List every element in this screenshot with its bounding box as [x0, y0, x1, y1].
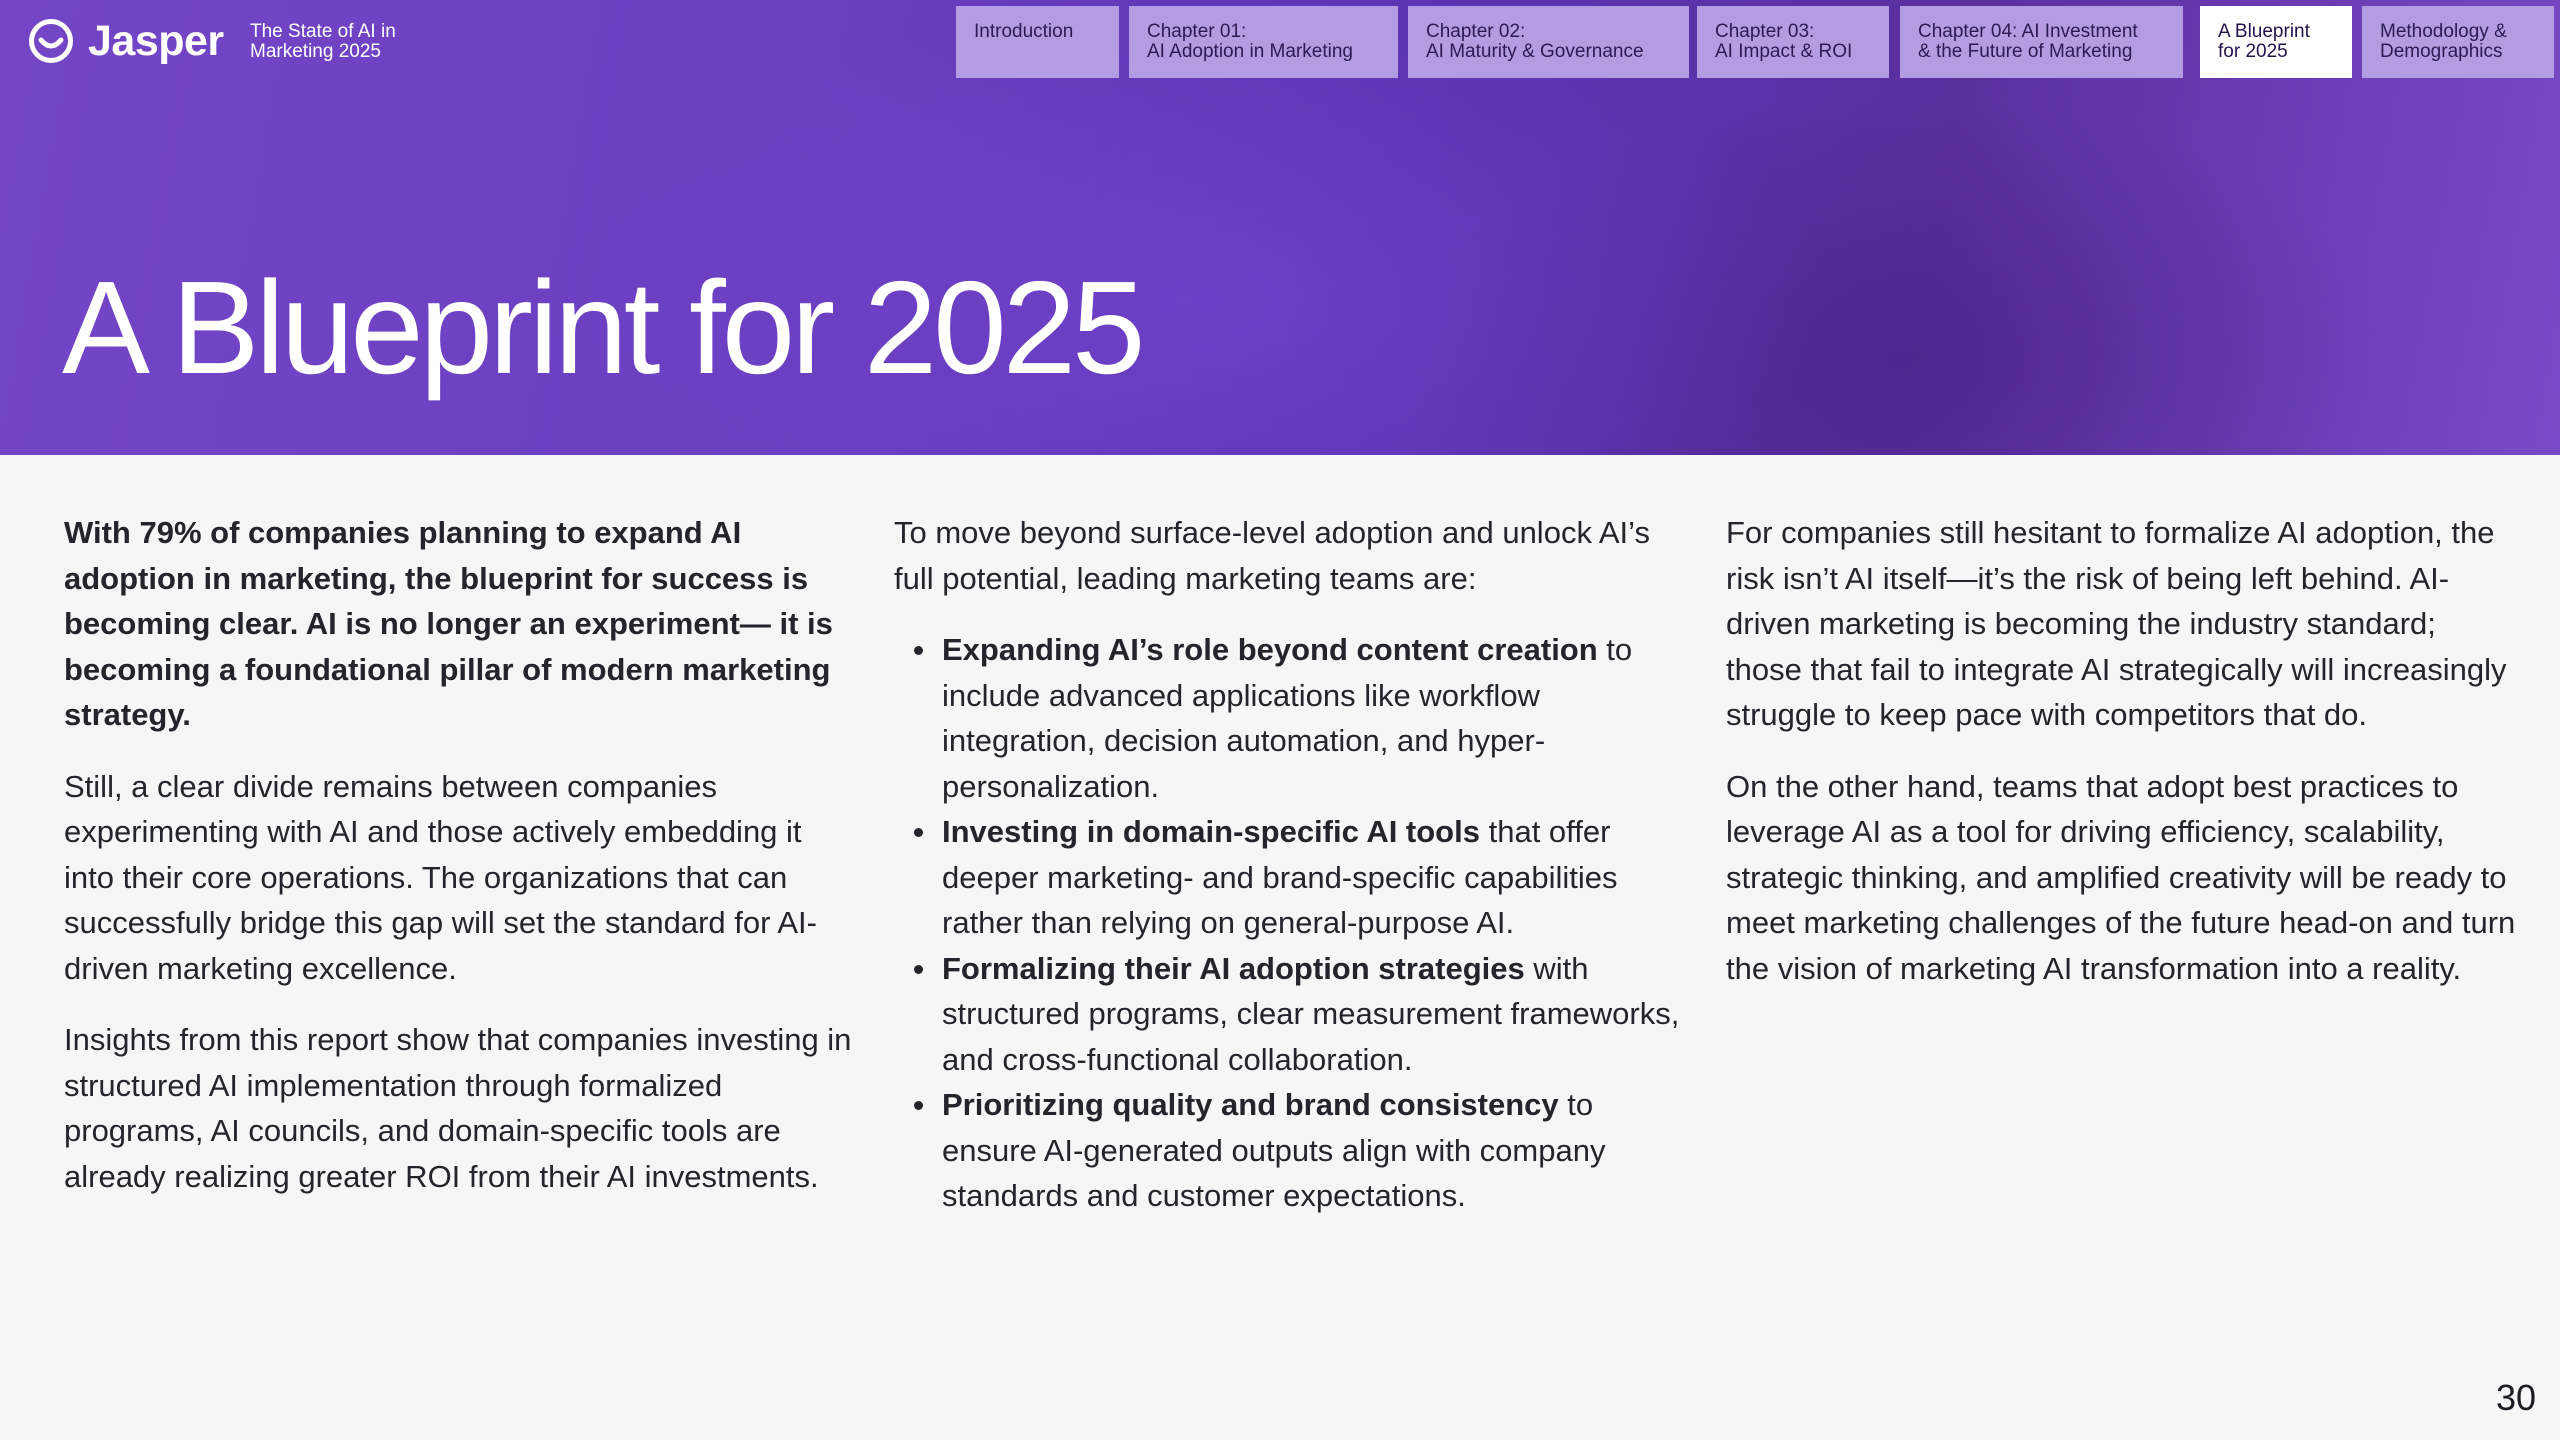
bullets-intro: To move beyond surface-level adoption and unlock AI’s full potential, leading marketing teams are: [894, 515, 1650, 596]
tab-label-line2: for 2025 [2218, 41, 2288, 62]
best-practices-list [894, 627, 1684, 1219]
list-item [894, 809, 1684, 946]
tab-label-line2: & the Future of Marketing [1918, 41, 2133, 62]
tab-label-line1: Chapter 03: [1715, 21, 1815, 42]
tab-label-line1: Chapter 02: [1426, 21, 1526, 42]
tab-label-line2: AI Adoption in Marketing [1147, 41, 1353, 62]
tab-label-line1: A Blueprint [2218, 21, 2310, 42]
tab-label-line2: AI Impact & ROI [1715, 41, 1853, 62]
report-subtitle-line2: Marketing 2025 [250, 41, 381, 62]
tab-label-line2: AI Maturity & Governance [1426, 41, 1644, 62]
paragraph-opportunity: On the other hand, teams that adopt best practices to leverage AI as a tool for driving efficiency, scalability, strategic thinking, and amplified creativity will be ready to meet marketing challenges of the future head-on and turn the vision of marketing AI transformation into a reality. [1726, 768, 2516, 986]
paragraph-divide: Still, a clear divide remains between companies experimenting with AI and those actively embedding it into their core operations. The organizations that can successfully bridge this gap will set the standard for AI-driven marketing excellence. [64, 768, 817, 986]
list-item [894, 1082, 1684, 1219]
page-number: 30 [2495, 1377, 2536, 1418]
tab-chapter-02[interactable] [1408, 6, 1689, 78]
tab-blueprint-2025[interactable] [2200, 6, 2352, 78]
list-item-heading: Expanding AI’s role beyond content creation [942, 632, 1598, 667]
list-item-text: to ensure AI-generated outputs align with company standards and customer expectations. [942, 1087, 1606, 1213]
page-title: A Blueprint for 2025 [62, 254, 1142, 401]
tab-chapter-04[interactable] [1900, 6, 2183, 78]
header-banner [0, 0, 2560, 455]
list-item-heading: Investing in domain-specific AI tools [942, 814, 1480, 849]
tab-label-line2: Demographics [2380, 41, 2503, 62]
tab-label-line1: Methodology & [2380, 21, 2507, 42]
list-item-heading: Prioritizing quality and brand consistency [942, 1087, 1559, 1122]
tab-label-line1: Chapter 01: [1147, 21, 1247, 42]
list-item-text: to include advanced applications like workflow integration, decision automation, and hyper-personalization. [942, 632, 1633, 804]
tab-label-line1: Chapter 04: AI Investment [1918, 21, 2138, 42]
tab-label-line1: Introduction [974, 21, 1074, 42]
tab-methodology[interactable] [2362, 6, 2554, 78]
tab-chapter-01[interactable] [1129, 6, 1398, 78]
list-item-text: with structured programs, clear measurement frameworks, and cross-functional collaboration. [942, 950, 1680, 1077]
list-item [894, 627, 1684, 809]
lead-paragraph: With 79% of companies planning to expand AI adoption in marketing, the blueprint for success is becoming clear. AI is no longer an experiment— it is becoming a foundational pillar of modern marketing strategy. [64, 515, 833, 732]
column-middle [894, 510, 1684, 1219]
column-right [1726, 510, 2516, 1017]
brand-name: Jasper [88, 16, 224, 65]
list-item-text: that offer deeper marketing- and brand-specific capabilities rather than relying on general-purpose AI. [942, 814, 1618, 940]
list-item [894, 946, 1684, 1083]
report-subtitle-line1: The State of AI in [250, 21, 396, 42]
paragraph-risk: For companies still hesitant to formalize AI adoption, the risk isn’t AI itself—it’s the risk of being left behind. AI-driven marketing is becoming the industry standard; those that fail to integrate AI strategically will increasingly struggle to keep pace with competitors that do. [1726, 515, 2507, 732]
tab-chapter-03[interactable] [1697, 6, 1889, 78]
chapter-navigation [0, 6, 2560, 78]
column-left [64, 510, 854, 1225]
tab-introduction[interactable] [956, 6, 1119, 78]
list-item-heading: Formalizing their AI adoption strategies [942, 950, 1525, 986]
paragraph-insights: Insights from this report show that companies investing in structured AI implementation through formalized programs, AI councils, and domain-specific tools are already realizing greater ROI from their AI investments. [64, 1022, 852, 1194]
